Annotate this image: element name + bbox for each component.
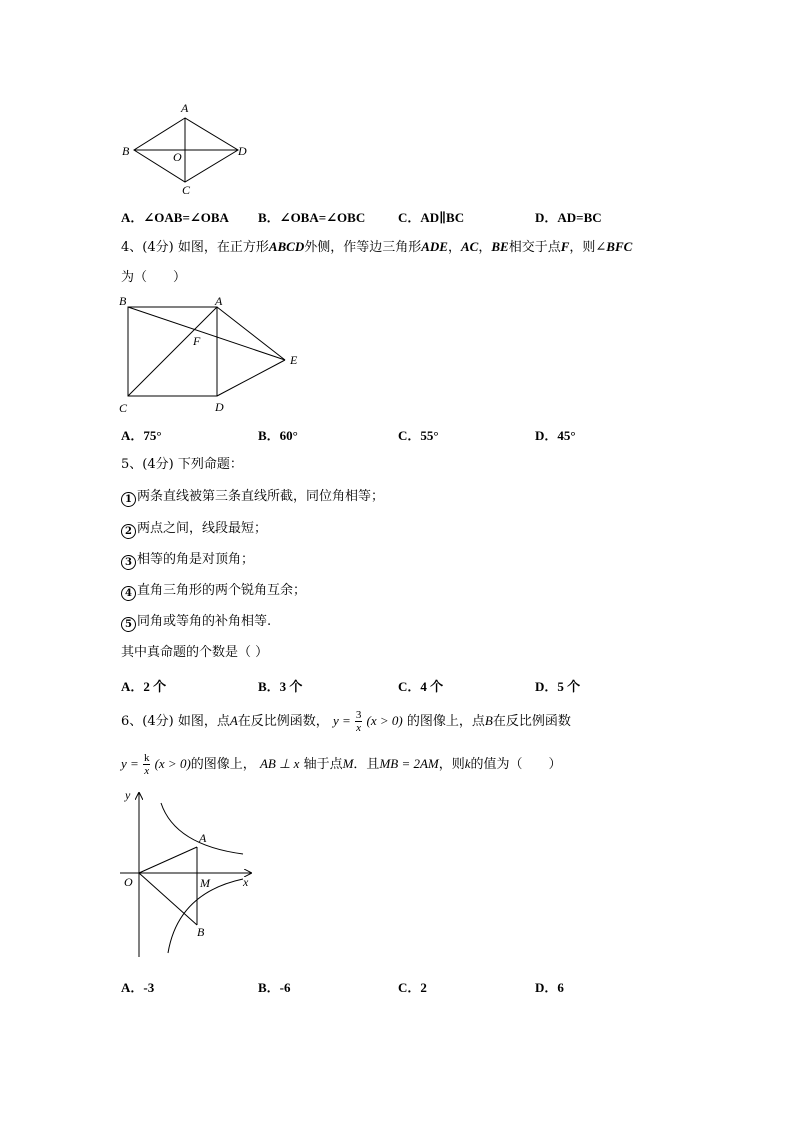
q5-item-3: 3 相等的角是对顶角；	[121, 551, 254, 570]
q6-stem-line2: y = $\frac{k}{x}$ (x > 0)的图像上， AB ⊥ x 轴于点M．且MB = 2AM，则k的值为（ ）	[121, 752, 562, 777]
q3-option-b: B．∠OBA=∠OBC	[258, 210, 366, 225]
q5-item-1: 1 两条直线被第三条直线所截，同位角相等；	[121, 488, 384, 507]
label-O: O	[124, 875, 133, 889]
label-C: C	[119, 401, 128, 415]
label-A: A	[181, 101, 189, 115]
label-A: A	[199, 831, 207, 845]
q4-option-b: B．60°	[258, 428, 298, 443]
label-x: x	[243, 875, 249, 889]
q4-option-d: D．45°	[535, 428, 576, 443]
fraction-3-over-x: $\frac{3}{x}$	[355, 709, 362, 734]
label-B: B	[197, 925, 205, 939]
segment-ob	[139, 873, 197, 925]
q5-title: 5、(4分) 下列命题：	[121, 457, 243, 472]
fraction-k-over-x: $\frac{k}{x}$	[143, 752, 150, 777]
q5-option-c: C．4 个	[398, 679, 444, 694]
label-D: D	[238, 144, 247, 158]
q4-option-a: A．75°	[121, 428, 162, 443]
q5-item-4: 4 直角三角形的两个锐角互余；	[121, 582, 306, 601]
square-figure	[112, 292, 312, 418]
label-E: E	[290, 353, 298, 367]
curve-lower	[168, 879, 243, 953]
q4-stem: 4、(4分) 如图，在正方形ABCD外侧，作等边三角形ADE，AC，BE相交于点F，则∠BFC	[121, 239, 633, 255]
label-M: M	[200, 876, 210, 890]
q5-item-5: 5 同角或等角的补角相等.	[121, 613, 271, 632]
label-O: O	[173, 150, 182, 164]
q5-option-d: D．5 个	[535, 679, 581, 694]
segment-be	[128, 307, 285, 360]
segment-de	[217, 360, 285, 396]
q6-option-a: A．-3	[121, 980, 155, 995]
q5-item-2: 2 两点之间，线段最短；	[121, 520, 267, 539]
label-D: D	[215, 400, 224, 414]
label-B: B	[122, 144, 130, 158]
q6-option-b: B．-6	[258, 980, 291, 995]
segment-oa	[139, 847, 197, 873]
q5-option-a: A．2 个	[121, 679, 167, 694]
q6-stem: 6、(4分) 如图，点A在反比例函数， y = $\frac{3}{x}$ (x > 0) 的图像上，点B在反比例函数	[121, 709, 571, 734]
diagonal-ac	[128, 307, 217, 396]
graph-figure	[115, 785, 265, 963]
q5-option-b: B．3 个	[258, 679, 303, 694]
segment-ae	[217, 307, 285, 360]
q4-stem-line2: 为（ ）	[121, 270, 187, 285]
q3-option-d: D．AD=BC	[535, 210, 602, 225]
label-A: A	[215, 294, 223, 308]
curve-upper	[161, 803, 243, 854]
label-B: B	[119, 294, 127, 308]
label-F: F	[193, 334, 201, 348]
label-C: C	[182, 183, 191, 197]
q5-question: 其中真命题的个数是（ ）	[121, 645, 269, 660]
q6-option-c: C．2	[398, 980, 427, 995]
q3-option-c: C．AD∥BC	[398, 210, 465, 225]
label-y: y	[125, 788, 131, 802]
q6-option-d: D．6	[535, 980, 564, 995]
rhombus-figure	[115, 98, 265, 198]
q3-option-a: A．∠OAB=∠OBA	[121, 210, 229, 225]
q4-option-c: C．55°	[398, 428, 439, 443]
